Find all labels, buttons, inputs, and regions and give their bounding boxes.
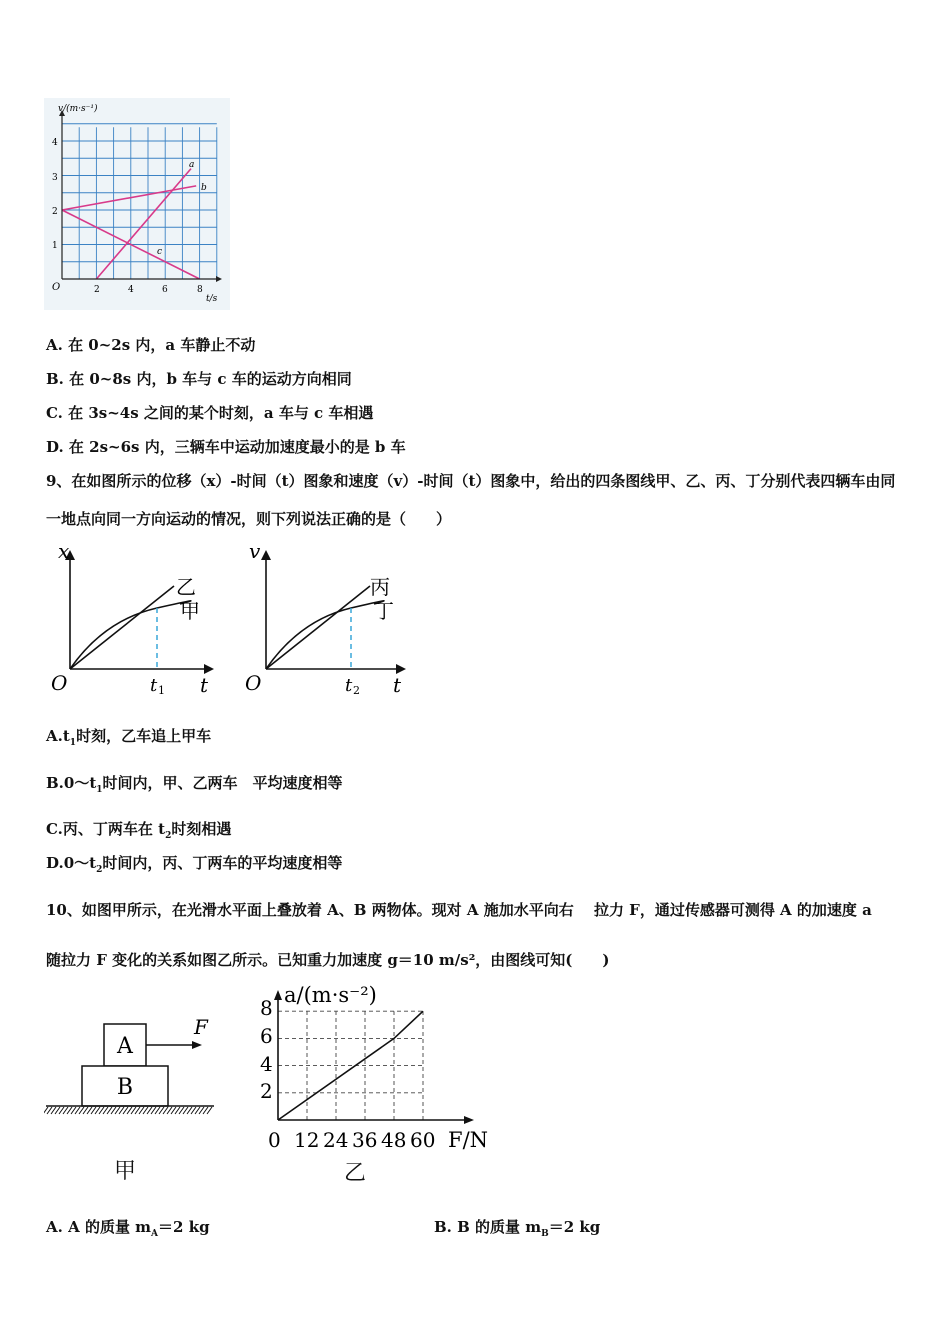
q10-y-arrow [274,990,282,1000]
q9-option-a-pre: A.t [46,727,70,745]
q9-g1-origin: O [51,671,68,695]
q9-g2-y-label: v [249,539,261,563]
q8-line-label-c: c [157,247,163,257]
q9-option-c-post: 时刻相遇 [171,820,232,838]
q10-option-b [434,1216,600,1239]
q9-option-c-sub: 2 [165,831,172,841]
q9-option-d-post: 时间内，丙、丁两车的平均速度相等 [102,854,343,872]
q10-x-arrow [464,1116,474,1124]
q9-g2-y-arrow [261,550,271,560]
q8-x-tick: 6 [162,285,168,295]
q10-y-tick: 4 [260,1052,273,1076]
q9-option-a [46,725,211,748]
q10-option-a-sub: A [151,1229,159,1239]
q9-g1-label-yi: 乙 [176,575,196,599]
q8-y-tick: 2 [52,207,58,217]
block-b-label: B [116,1075,134,1100]
q10-x-tick: 36 [352,1128,378,1152]
q10-grid [278,1011,423,1120]
q9-option-d-pre: D.0～t [46,854,97,872]
q10-x-tick: 24 [323,1128,349,1152]
q10-fig-b-caption: 乙 [344,1161,367,1186]
q10-y-tick: 2 [260,1079,273,1103]
q9-option-d [46,852,342,875]
q9-option-b-post: 时间内，甲、乙两车 平均速度相等 [102,774,343,792]
q8-line-label-b: b [201,183,207,193]
q10-x-tick: 0 [268,1128,281,1152]
q10-option-a [46,1216,210,1239]
q9-g1-t-mark: t [150,675,158,696]
q10-fig-a-caption: 甲 [114,1159,137,1184]
q10-option-b-post: ＝2 kg [548,1218,601,1236]
q8-y-tick: 3 [52,173,58,183]
q9-option-b [46,772,343,795]
q9-g1-label-jia: 甲 [180,599,200,623]
force-label: F [194,1015,208,1039]
q9-g2-origin: O [245,671,262,695]
q9-g2-t-sub: 2 [353,684,360,697]
q10-stem-line1: 10、如图甲所示，在光滑水平面上叠放着 A、B 两物体。现对 A 施加水平向右 拉力 F，通过传感器可测得 A 的加速度 a [46,901,872,919]
q10-x-axis-label: F/N [448,1128,489,1152]
q9-option-b-pre: B.0～t [46,774,97,792]
q9-g1-x-label: t [200,673,209,697]
q8-option-b: B. 在 0~8s 内，b 车与 c 车的运动方向相同 [46,370,352,388]
q9-g1-curve-yi [70,601,191,669]
q8-line-label-a: a [189,160,195,170]
q8-option-c: C. 在 3s~4s 之间的某个时刻，a 车与 c 车相遇 [46,404,374,422]
q9-g1-t-sub: 1 [158,684,165,697]
q9-g2-curve-ding [266,601,384,669]
q10-y-tick: 8 [260,996,273,1020]
q9-option-c [46,818,231,841]
q9-option-a-post: 时刻，乙车追上甲车 [76,727,212,745]
q8-x-tick: 2 [94,285,100,295]
q9-g2-x-label: t [393,673,402,697]
q9-option-a-sub: 1 [69,738,77,748]
q10-option-b-pre: B. B 的质量 m [434,1218,542,1236]
q10-y-axis-label: a/(m·s⁻²) [284,983,377,1007]
q8-y-tick: 4 [52,138,58,148]
q9-option-b-sub: 1 [96,785,103,795]
q8-x-axis-label: t/s [206,294,218,304]
q9-g2-t-mark: t [345,675,353,696]
q8-y-axis-label: v/(m·s⁻¹) [58,104,98,114]
q10-y-tick: 6 [260,1024,273,1048]
q8-origin: O [52,282,61,293]
q10-blocks-figure [44,1010,224,1120]
q9-option-d-sub: 2 [96,865,103,875]
q10-x-tick: 60 [410,1128,436,1152]
q10-option-a-post: ＝2 kg [158,1218,210,1236]
q9-option-c-pre: C.丙、丁两车在 t [46,820,166,838]
q10-stem-line2: 随拉力 F 变化的关系如图乙所示。已知重力加速度 g＝10 m/s²，由图线可知( ) [46,951,610,969]
q8-option-d: D. 在 2s~6s 内，三辆车中运动加速度最小的是 b 车 [46,438,406,456]
q10-aF-graph [252,982,502,1157]
block-a-label: A [117,1034,133,1059]
q9-g2-label-ding: 丁 [374,599,394,623]
q9-stem-line2: 一地点向同一方向运动的情况，则下列说法正确的是（ ） [46,510,452,528]
q10-option-a-pre: A. A 的质量 m [46,1218,152,1236]
q9-g1-line-jia [70,586,174,669]
q9-g2-line-bing [266,586,370,669]
q9-g2-label-bing: 丙 [370,575,390,599]
q9-xt-graph [44,538,224,700]
q10-x-tick: 48 [381,1128,407,1152]
q9-stem-line1: 9、在如图所示的位移（x）-时间（t）图象和速度（v）-时间（t）图象中，给出的四条图线甲、乙、丙、丁分别代表四辆车由同 [46,472,896,490]
ground-hatching [44,1107,212,1114]
q8-option-a: A. 在 0~2s 内，a 车静止不动 [46,336,256,354]
q8-vt-graph [44,98,230,310]
q8-x-tick: 8 [197,285,203,295]
force-arrowhead [192,1041,202,1049]
q9-vt-graph [240,538,420,700]
q10-option-b-sub: B [541,1229,549,1239]
q10-x-tick: 12 [294,1128,320,1152]
q9-g1-y-label: x [58,539,70,563]
q8-graph-background [44,98,230,310]
q8-x-tick: 4 [128,285,134,295]
q8-y-tick: 1 [52,241,58,251]
